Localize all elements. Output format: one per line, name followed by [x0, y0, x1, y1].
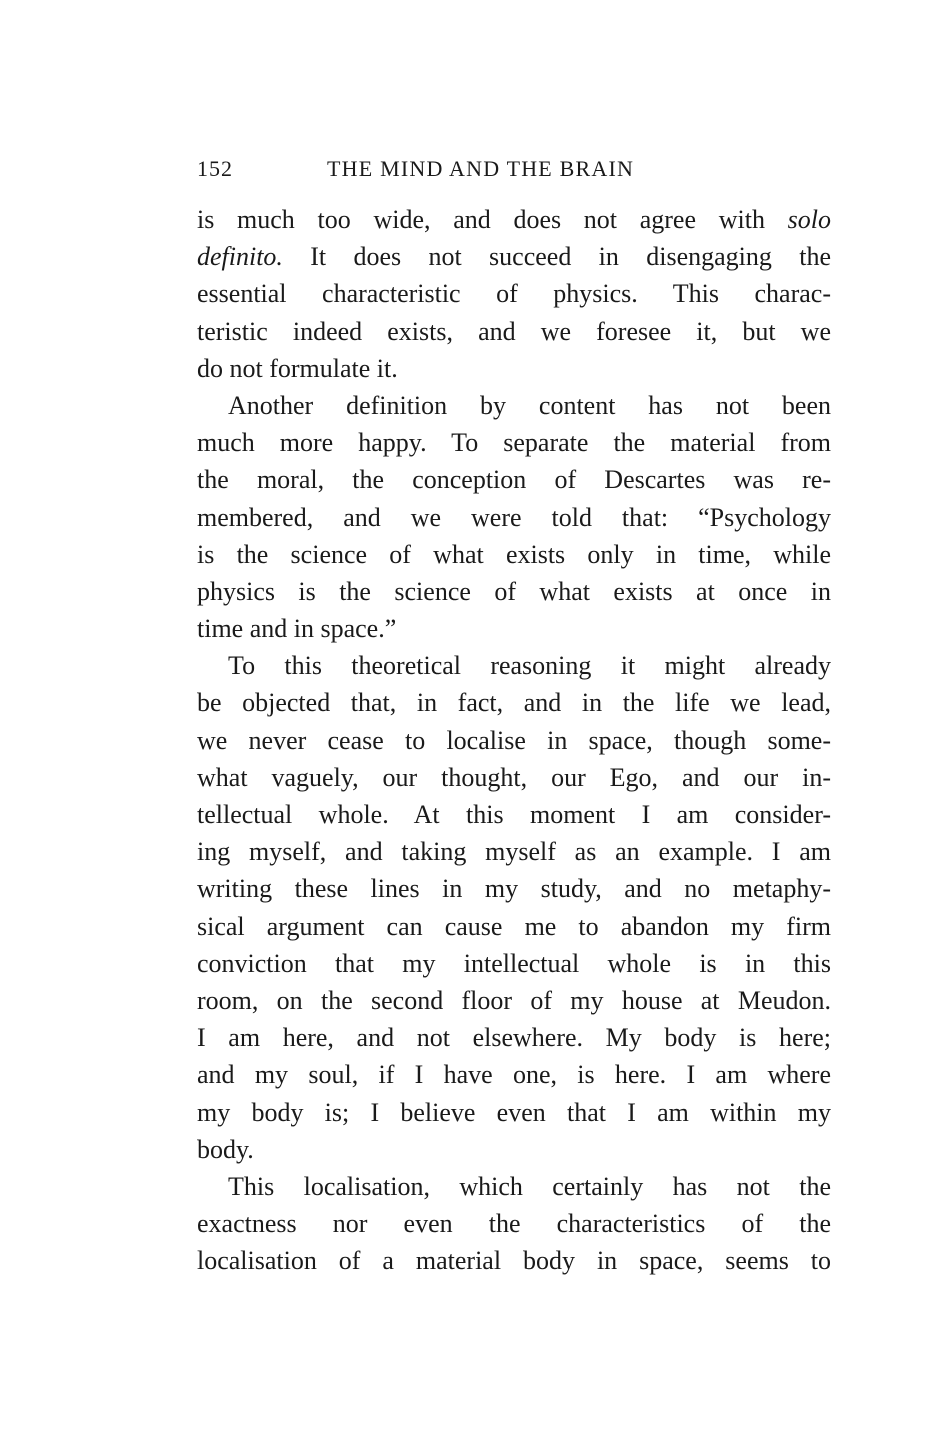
line-text: physics is the science of what exists at once in	[197, 576, 831, 606]
text-line	[197, 759, 831, 796]
paragraph	[197, 201, 831, 387]
text-line	[197, 536, 831, 573]
text-line	[197, 573, 831, 610]
line-text: membered, and we were told that: “Psychology	[197, 502, 831, 532]
line-text: time and in space.”	[197, 614, 397, 644]
text-line	[197, 313, 831, 350]
line-text: is the science of what exists only in time, while	[197, 539, 831, 569]
paragraph	[197, 387, 831, 647]
line-text: body.	[197, 1134, 254, 1164]
line-text: ing myself, and taking myself as an example. I am	[197, 837, 831, 867]
text-line	[197, 870, 831, 907]
text-line	[197, 1056, 831, 1093]
text-line	[197, 275, 831, 312]
line-text: conviction that my intellectual whole is in this	[197, 948, 831, 978]
text-line	[197, 1131, 831, 1168]
line-text: writing these lines in my study, and no metaphy-	[197, 874, 831, 904]
line-text: sical argument can cause me to abandon my firm	[197, 911, 831, 941]
line-text: and my soul, if I have one, is here. I am where	[197, 1060, 831, 1090]
text-line	[197, 499, 831, 536]
line-text: much more happy. To separate the material from	[197, 428, 831, 458]
line-text: tellectual whole. At this moment I am consider-	[197, 800, 831, 829]
line-text: exactness nor even the characteristics of the	[197, 1209, 831, 1239]
line-text: It does not succeed in disengaging the	[282, 242, 831, 272]
text-line	[197, 1168, 831, 1205]
running-title: THE MIND AND THE BRAIN	[327, 156, 635, 181]
text-line	[197, 908, 831, 945]
paragraph	[197, 1168, 831, 1280]
text-line	[197, 647, 831, 684]
text-line	[197, 238, 831, 275]
line-text: my body is; I believe even that I am within my	[197, 1097, 831, 1127]
text-line	[197, 1205, 831, 1242]
text-line	[197, 201, 831, 238]
line-text: To this theoretical reasoning it might already	[228, 651, 831, 681]
line-text: room, on the second floor of my house at Meudon.	[197, 985, 831, 1015]
text-line	[197, 610, 831, 647]
text-line	[197, 833, 831, 870]
page-header	[197, 152, 831, 188]
text-line	[197, 350, 831, 387]
line-text: be objected that, in fact, and in the life we lead,	[197, 688, 831, 718]
line-text: Another definition by content has not been	[228, 390, 831, 420]
paragraph	[197, 647, 831, 1168]
text-line	[197, 1019, 831, 1056]
text-line	[197, 1094, 831, 1131]
text-line	[197, 387, 831, 424]
line-text: essential characteristic of physics. This charac-	[197, 279, 831, 309]
text-line	[197, 424, 831, 461]
line-text: what vaguely, our thought, our Ego, and our in-	[197, 762, 831, 792]
line-text: is much too wide, and does not agree with	[197, 205, 788, 234]
text-line	[197, 1242, 831, 1279]
text-line	[197, 945, 831, 982]
text-line	[197, 684, 831, 721]
text-line	[197, 982, 831, 1019]
italic-text: definito.	[197, 242, 283, 272]
line-text: teristic indeed exists, and we foresee it, but we	[197, 316, 831, 346]
italic-text: solo	[787, 205, 831, 234]
body-text	[197, 201, 831, 1279]
line-text: the moral, the conception of Descartes was re-	[197, 465, 831, 495]
line-text: do not formulate it.	[197, 353, 398, 383]
line-text: we never cease to localise in space, though some-	[197, 725, 831, 755]
line-text: localisation of a material body in space, seems to	[197, 1246, 831, 1276]
line-text: I am here, and not elsewhere. My body is here;	[197, 1023, 831, 1053]
line-text: This localisation, which certainly has not the	[228, 1171, 831, 1201]
text-line	[197, 461, 831, 498]
text-line	[197, 722, 831, 759]
text-line	[197, 796, 831, 833]
page-number: 152	[197, 156, 233, 181]
